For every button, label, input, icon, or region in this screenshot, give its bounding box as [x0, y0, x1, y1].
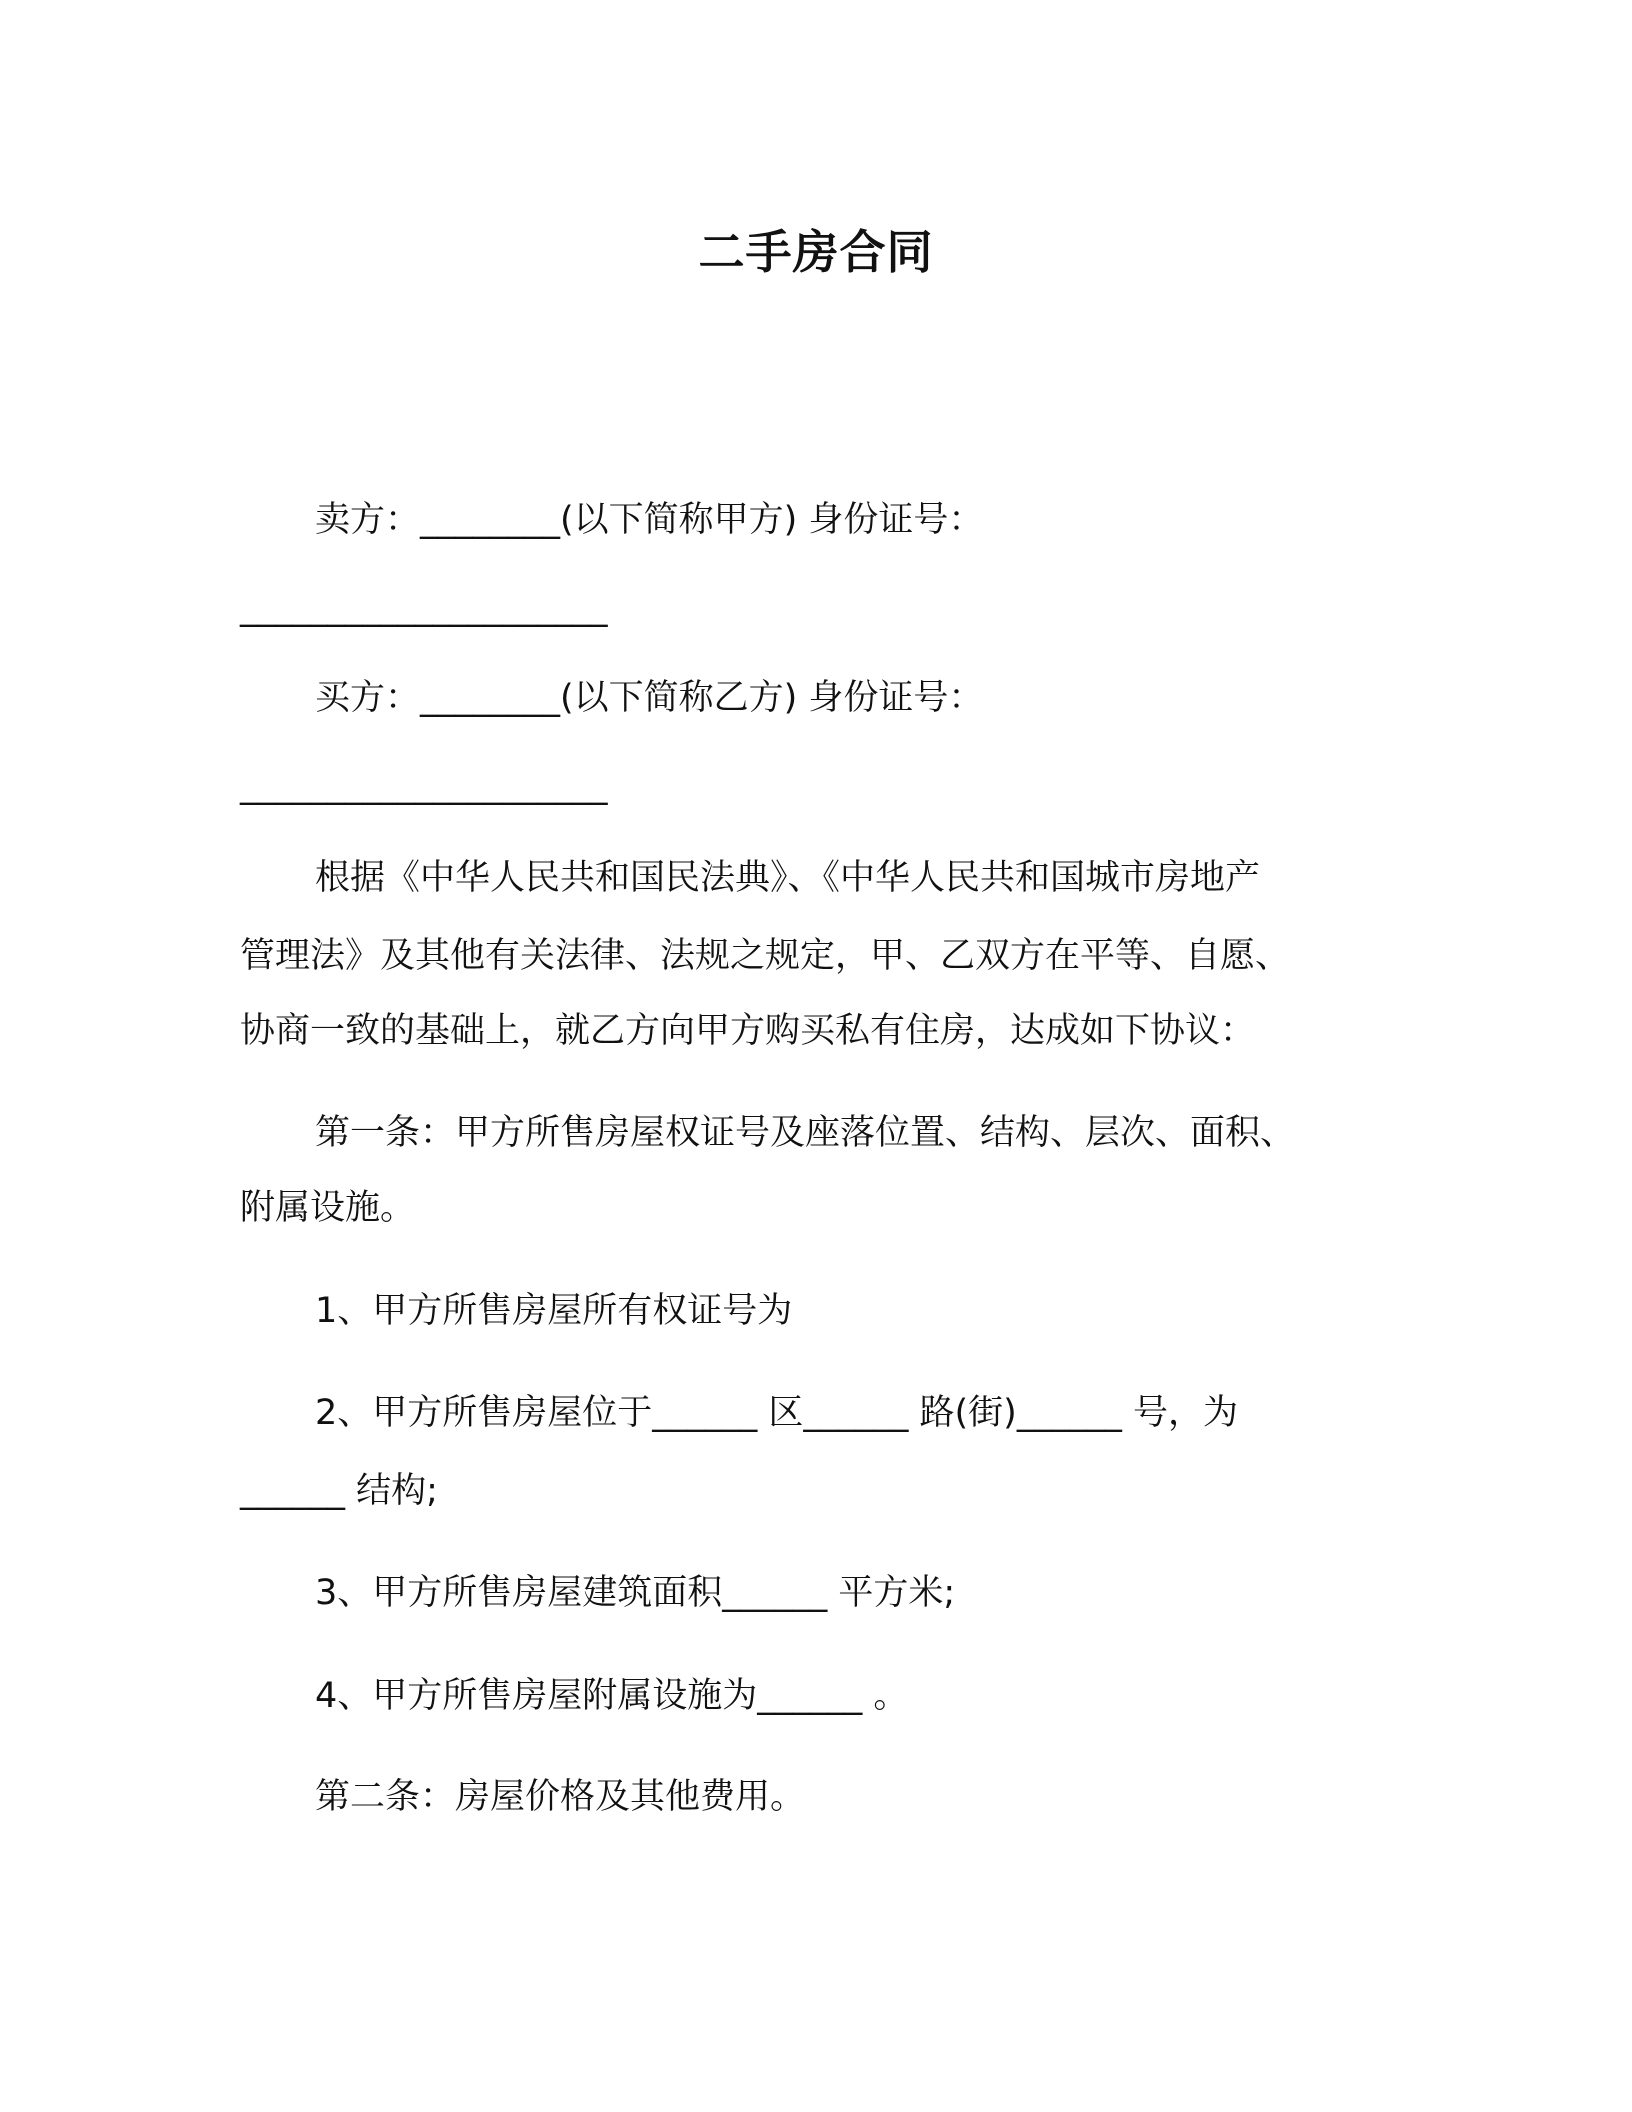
item2-line-2: ______ 结构; — [240, 1471, 438, 1511]
intro-line-1: 根据《中华人民共和国民法典》、《中华人民共和国城市房地产 — [315, 858, 1261, 898]
item2-line-1: 2、甲方所售房屋位于______ 区______ 路(街)______ 号，为 — [315, 1393, 1238, 1433]
seller-line: 卖方：________(以下简称甲方) 身份证号： — [315, 500, 984, 540]
buyer-line: 买方：________(以下简称乙方) 身份证号： — [315, 678, 984, 718]
document-title: 二手房合同 — [698, 225, 934, 279]
buyer-id-blank: _____________________ — [240, 766, 608, 806]
item4-line: 4、甲方所售房屋附属设施为______ 。 — [315, 1676, 909, 1716]
item1-line: 1、甲方所售房屋所有权证号为 — [315, 1291, 793, 1331]
article1-line-2: 附属设施。 — [240, 1188, 416, 1228]
article1-line-1: 第一条：甲方所售房屋权证号及座落位置、结构、层次、面积、 — [315, 1113, 1296, 1153]
article2-line: 第二条：房屋价格及其他费用。 — [315, 1777, 806, 1817]
intro-line-3: 协商一致的基础上，就乙方向甲方购买私有住房，达成如下协议： — [240, 1011, 1256, 1051]
seller-id-blank: _____________________ — [240, 588, 608, 628]
item3-line: 3、甲方所售房屋建筑面积______ 平方米; — [315, 1573, 956, 1613]
intro-line-2: 管理法》及其他有关法律、法规之规定，甲、乙双方在平等、自愿、 — [240, 936, 1291, 976]
